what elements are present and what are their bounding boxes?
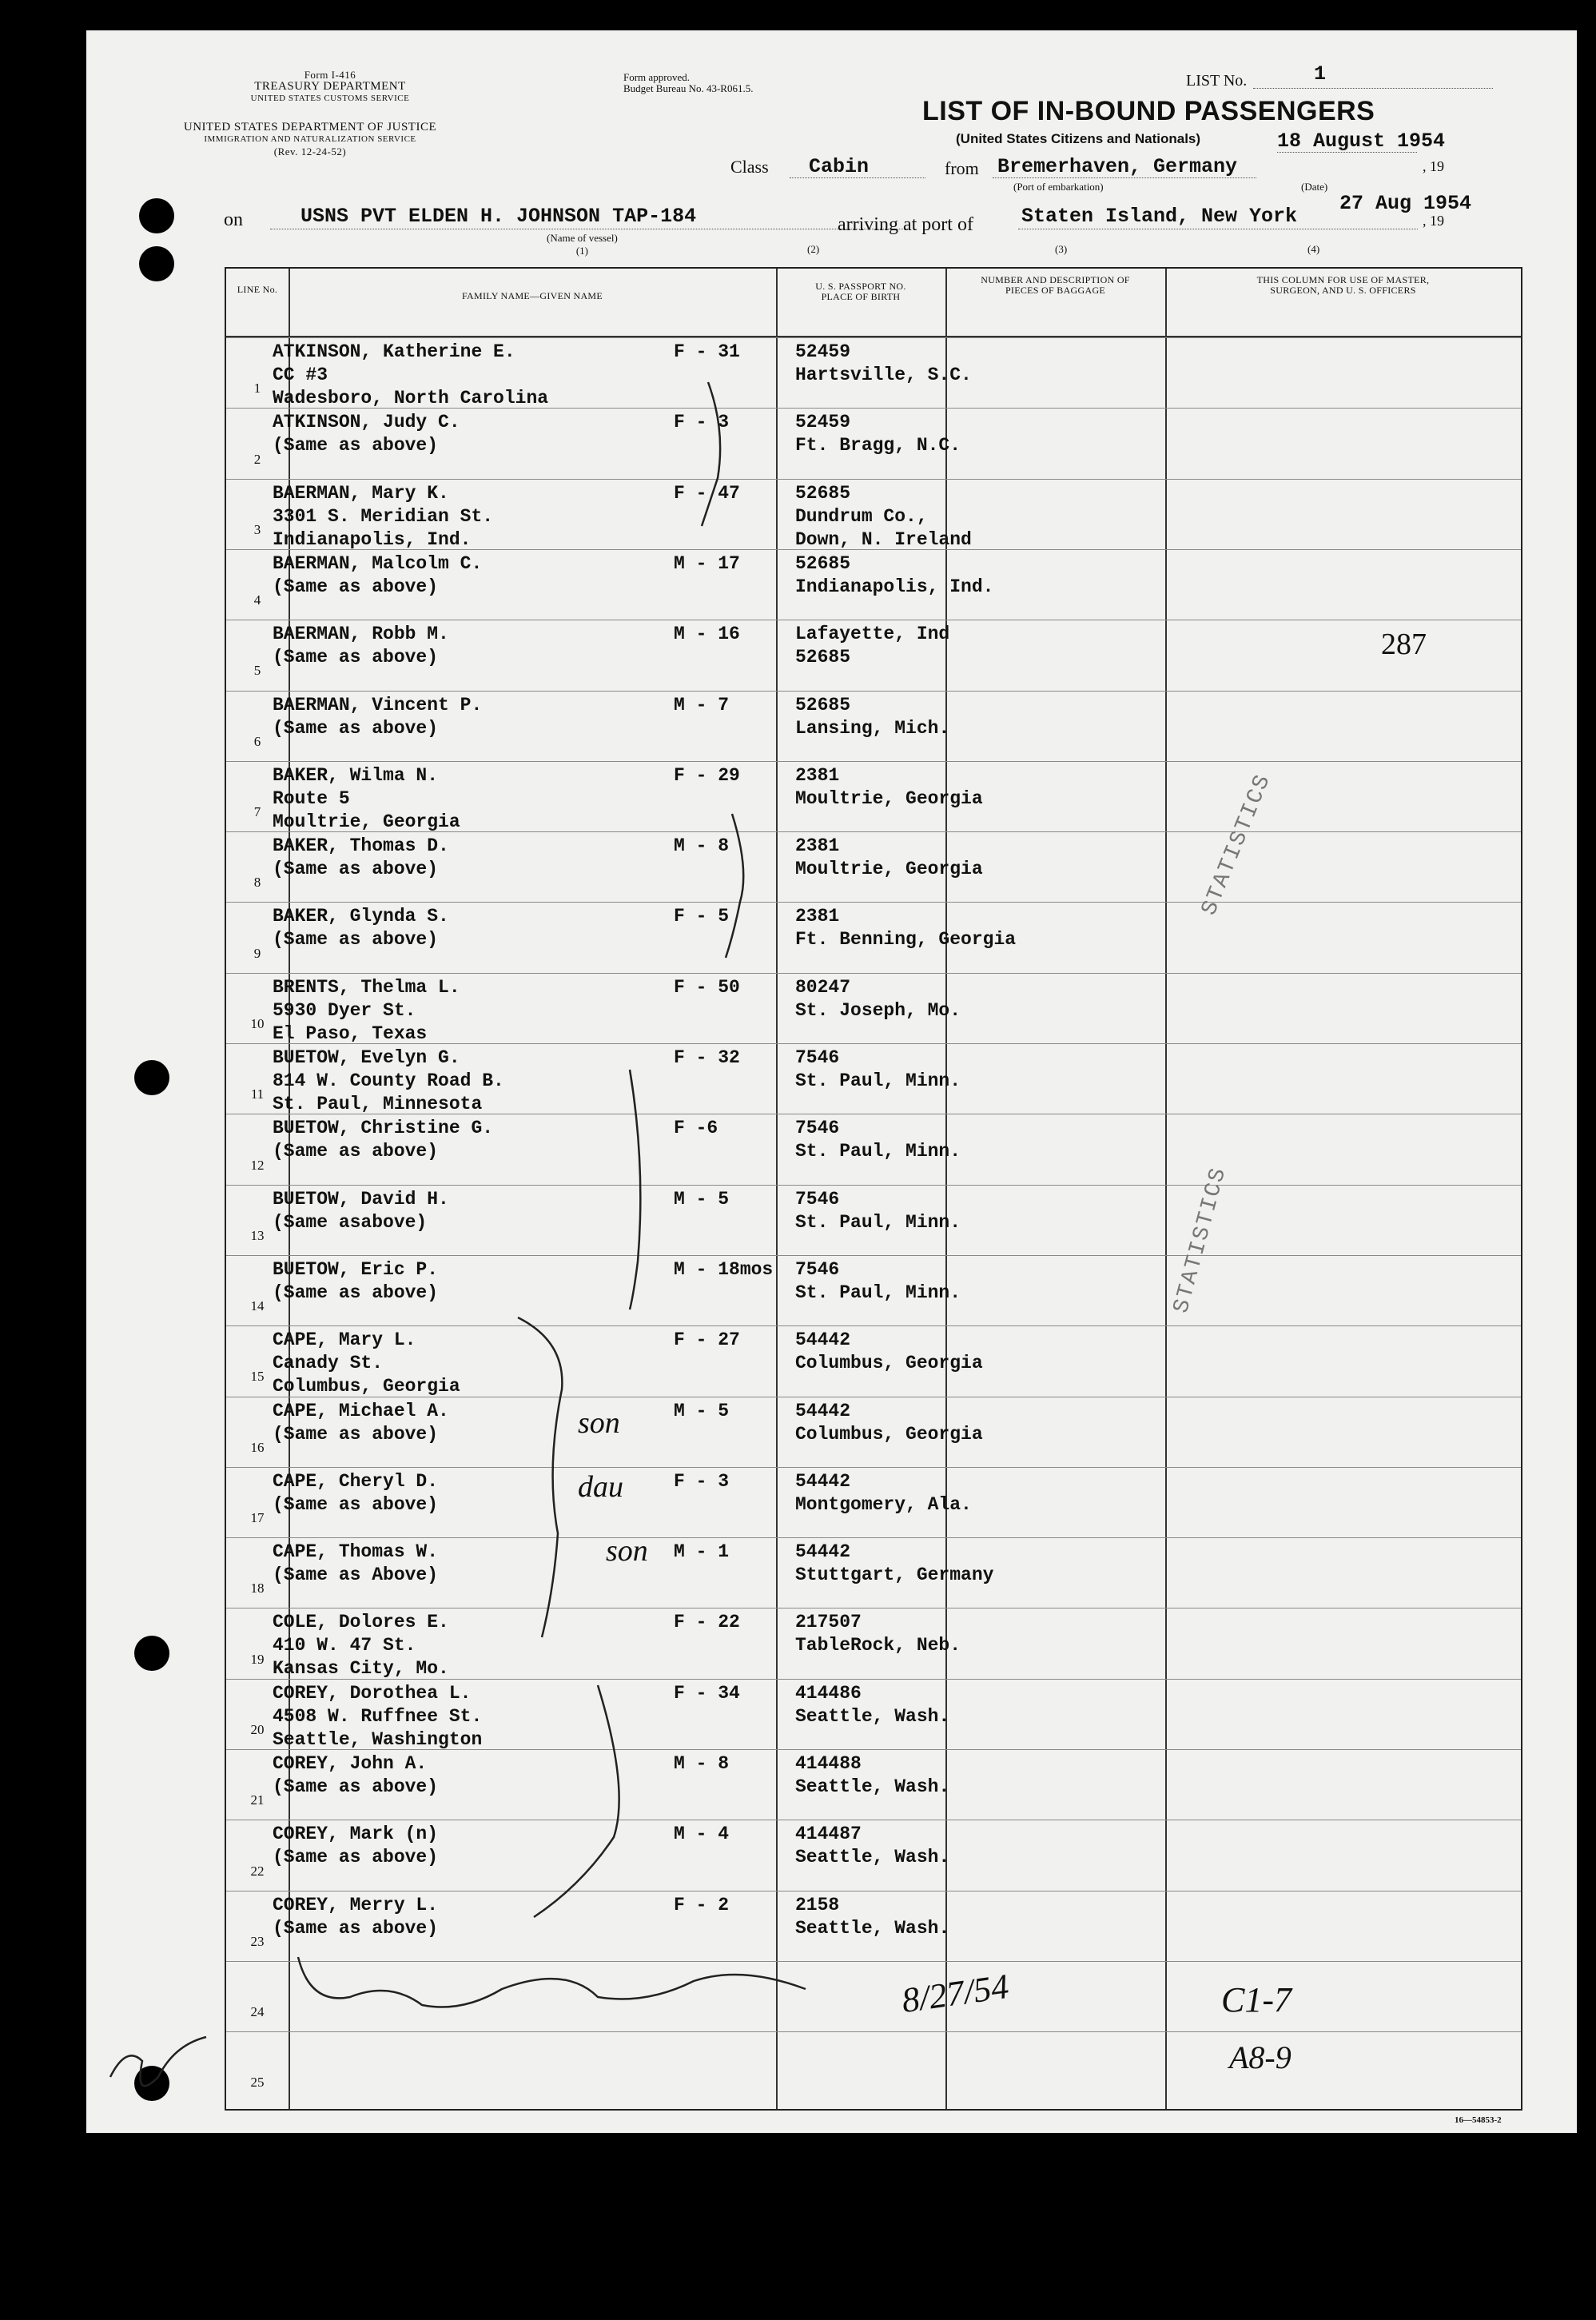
col-num-4: (4) (1307, 243, 1320, 255)
col-baggage: NUMBER AND DESCRIPTION OF PIECES OF BAGGAGE (981, 274, 1130, 296)
passport-line-2: Lansing, Mich. (795, 717, 950, 739)
address-line-1: 814 W. County Road B. (273, 1070, 504, 1091)
passport-line-2: Montgomery, Ala. (795, 1493, 972, 1515)
passport-line-1: 217507 (795, 1612, 862, 1633)
bracket-stroke (726, 814, 743, 958)
passport-line-1: 52685 (795, 694, 851, 716)
line-number: 6 (253, 733, 261, 749)
arrival-date: 27 Aug 1954 (1339, 192, 1472, 215)
passport-line-1: 52685 (795, 482, 851, 504)
address-line-1: (Same as above) (273, 1423, 439, 1445)
address-line-1: (Same as above) (273, 576, 439, 597)
family-given-name: COLE, Dolores E. (273, 1612, 449, 1633)
bracket-stroke (630, 1070, 640, 1309)
passport-line-2: Moultrie, Georgia (795, 787, 983, 809)
line-number: 15 (250, 1369, 265, 1385)
page-subtitle: (United States Citizens and Nationals) (956, 131, 1201, 146)
line-number: 8 (253, 875, 261, 891)
address-line-1: (Same as above) (273, 435, 439, 456)
family-given-name: BUETOW, Christine G. (273, 1118, 494, 1139)
line-number: 2 (253, 451, 261, 467)
line-number: 19 (250, 1651, 265, 1667)
margin-initials (110, 2037, 206, 2086)
handwriting-overlay (86, 30, 1577, 2133)
address-line-1: (Same as above) (273, 1141, 439, 1162)
passport-line-1: 7546 (795, 1188, 840, 1210)
sex-age: F - 3 (674, 412, 730, 433)
footer-code: 16—54853-2 (1455, 2115, 1502, 2125)
passport-line-2: St. Paul, Minn. (795, 1282, 961, 1303)
address-line-2: Kansas City, Mo. (273, 1658, 449, 1680)
sex-age: F - 2 (674, 1894, 730, 1915)
address-line-1: Canady St. (273, 1353, 384, 1374)
passport-line-1: 2381 (795, 835, 840, 857)
family-given-name: BUETOW, Eric P. (273, 1258, 439, 1280)
customs-service: UNITED STATES CUSTOMS SERVICE (250, 94, 410, 103)
passport-line-1: 7546 (795, 1258, 840, 1280)
sex-age: F - 32 (674, 1047, 740, 1068)
sex-age: M - 7 (674, 694, 730, 716)
line-number: 24 (250, 2004, 265, 2020)
signature-date: 8/27/54 (899, 1966, 1012, 2021)
margin-note-son-1: son (578, 1406, 620, 1440)
on-label: on (224, 209, 243, 230)
line-number: 11 (250, 1086, 265, 1102)
family-given-name: BUETOW, David H. (273, 1188, 449, 1210)
class-value: Cabin (809, 155, 870, 178)
line-number: 22 (250, 1863, 265, 1879)
year-suffix-1: , 19 (1423, 158, 1444, 174)
arrival-port: Staten Island, New York (1021, 205, 1298, 228)
arriving-label: arriving at port of (838, 214, 973, 235)
family-given-name: BUETOW, Evelyn G. (273, 1047, 460, 1068)
vessel-name: USNS PVT ELDEN H. JOHNSON TAP-184 (300, 205, 697, 228)
line-number: 17 (250, 1510, 265, 1526)
code-c1-7: C1-7 (1221, 1980, 1292, 2019)
line-number: 7 (253, 804, 261, 820)
col-num-1: (1) (575, 245, 588, 257)
address-line-2: Indianapolis, Ind. (273, 528, 472, 550)
passport-line-2: TableRock, Neb. (795, 1635, 961, 1656)
line-number: 12 (250, 1157, 265, 1173)
family-given-name: CAPE, Mary L. (273, 1329, 416, 1351)
family-given-name: COREY, Dorothea L. (273, 1682, 472, 1704)
passport-line-1: 414486 (795, 1682, 862, 1704)
sex-age: F - 27 (674, 1329, 740, 1351)
passport-line-1: 54442 (795, 1400, 851, 1421)
line-number: 16 (250, 1439, 265, 1455)
col-passport: U. S. PASSPORT NO. PLACE OF BIRTH (815, 281, 906, 302)
passport-line-1: 2381 (795, 764, 840, 786)
line-number: 3 (253, 521, 261, 537)
family-given-name: COREY, John A. (273, 1753, 428, 1774)
address-line-1: Route 5 (273, 787, 350, 809)
family-given-name: COREY, Merry L. (273, 1894, 439, 1915)
passport-line-2: Ft. Benning, Georgia (795, 929, 1017, 951)
address-line-1: (Same asabove) (273, 1211, 428, 1233)
line-number: 10 (250, 1015, 265, 1031)
line-number: 18 (250, 1581, 265, 1596)
passport-line-2: Seattle, Wash. (795, 1776, 950, 1797)
port-of-embarkation: Bremerhaven, Germany (997, 155, 1238, 178)
passport-line-2: Dundrum Co., (795, 505, 928, 527)
passport-line-2: Moultrie, Georgia (795, 859, 983, 880)
sex-age: F - 34 (674, 1682, 740, 1704)
passport-line-2: Columbus, Georgia (795, 1423, 983, 1445)
sex-age: M - 5 (674, 1188, 730, 1210)
year-suffix-2: , 19 (1423, 213, 1444, 229)
passport-line-1: 52459 (795, 412, 851, 433)
justice-dept: UNITED STATES DEPARTMENT OF JUSTICE (183, 121, 437, 134)
passport-line-1: 80247 (795, 976, 851, 998)
col-num-2: (2) (807, 243, 820, 255)
sex-age: M - 17 (674, 552, 740, 574)
passport-line-2: St. Paul, Minn. (795, 1211, 961, 1233)
manifest-sheet (86, 30, 1577, 2133)
sex-age: M - 18mos (674, 1258, 774, 1280)
sex-age: M - 1 (674, 1541, 730, 1563)
address-line-2: St. Paul, Minnesota (273, 1094, 483, 1114)
address-line-1: (Same as above) (273, 859, 439, 880)
family-given-name: BAERMAN, Robb M. (273, 624, 449, 645)
bracket-stroke (534, 1685, 619, 1917)
family-given-name: BAKER, Wilma N. (273, 764, 439, 786)
address-line-1: 410 W. 47 St. (273, 1635, 416, 1656)
line-number: 23 (250, 1933, 265, 1949)
sex-age: M - 8 (674, 1753, 730, 1774)
address-line-1: (Same as above) (273, 1847, 439, 1868)
bracket-stroke (518, 1317, 562, 1637)
address-line-2: Wadesboro, North Carolina (273, 388, 549, 409)
sex-age: F - 29 (674, 764, 740, 786)
passport-line-1: 52685 (795, 552, 851, 574)
address-line-1: 5930 Dyer St. (273, 999, 416, 1021)
passport-line-1: 52459 (795, 341, 851, 362)
family-given-name: CAPE, Thomas W. (273, 1541, 439, 1563)
col-officers: THIS COLUMN FOR USE OF MASTER, SURGEON, AND U. S. OFFICERS (1256, 274, 1430, 296)
address-line-1: 3301 S. Meridian St. (273, 505, 494, 527)
passport-line-2: 52685 (795, 647, 851, 668)
address-line-1: (Same as above) (273, 929, 439, 951)
family-given-name: BRENTS, Thelma L. (273, 976, 460, 998)
sex-age: F - 47 (674, 482, 740, 504)
sex-age: F - 50 (674, 976, 740, 998)
sex-age: F -6 (674, 1118, 718, 1139)
statistics-stamp-1: STATISTICS (1197, 770, 1277, 919)
passport-line-1: 7546 (795, 1118, 840, 1139)
form-approved: Form approved. (623, 71, 691, 83)
form-number: Form I-416 (304, 69, 356, 81)
passport-line-2: St. Paul, Minn. (795, 1070, 961, 1091)
address-line-1: (Same as above) (273, 1917, 439, 1939)
address-line-1: (Same as Above) (273, 1565, 439, 1586)
family-given-name: BAKER, Thomas D. (273, 835, 449, 857)
family-given-name: CAPE, Michael A. (273, 1400, 449, 1421)
vessel-caption-text: (Name of vessel) (547, 232, 618, 244)
line-number: 14 (250, 1298, 265, 1314)
margin-note-son-2: son (606, 1534, 648, 1568)
budget-bureau: Budget Bureau No. 43-R061.5. (623, 82, 754, 94)
form-revision: (Rev. 12-24-52) (273, 145, 347, 157)
from-label: from (945, 158, 979, 178)
line-number: 25 (250, 2075, 265, 2091)
bracket-stroke (702, 382, 720, 526)
passport-line-1: 7546 (795, 1047, 840, 1068)
date-caption: (Date) (1301, 181, 1328, 193)
page-title: LIST OF IN-BOUND PASSENGERS (922, 96, 1375, 126)
sex-age: F - 3 (674, 1470, 730, 1492)
list-no-label: LIST No. (1186, 72, 1248, 90)
sex-age: F - 22 (674, 1612, 740, 1633)
sex-age: F - 5 (674, 906, 730, 927)
treasury-dept: TREASURY DEPARTMENT (254, 80, 406, 93)
statistics-stamp-2: STATISTICS (1169, 1164, 1232, 1317)
family-given-name: BAERMAN, Mary K. (273, 482, 449, 504)
address-line-2: Seattle, Washington (273, 1728, 483, 1750)
passport-line-2: Indianapolis, Ind. (795, 576, 994, 597)
line-number: 5 (253, 663, 261, 679)
family-given-name: COREY, Mark (n) (273, 1824, 439, 1845)
passport-line-2: St. Paul, Minn. (795, 1141, 961, 1162)
address-line-1: CC #3 (273, 365, 328, 385)
passport-line-1: 54442 (795, 1470, 851, 1492)
line-number: 13 (250, 1227, 265, 1243)
sex-age: M - 16 (674, 624, 740, 645)
line-number: 21 (250, 1792, 265, 1808)
list-no-value: 1 (1314, 62, 1327, 86)
passport-line-1: 54442 (795, 1329, 851, 1351)
passenger-count: 287 (1381, 628, 1427, 661)
address-line-1: (Same as above) (273, 1282, 439, 1303)
embark-date: 18 August 1954 (1277, 130, 1446, 153)
ins-service: IMMIGRATION AND NATURALIZATION SERVICE (204, 134, 416, 144)
line-number: 1 (253, 381, 261, 397)
address-line-1: (Same as above) (273, 1493, 439, 1515)
code-a8-9: A8-9 (1229, 2039, 1292, 2075)
address-line-2: Moultrie, Georgia (273, 811, 460, 832)
passport-line-2: Columbus, Georgia (795, 1353, 983, 1374)
passport-line-2: Seattle, Wash. (795, 1705, 950, 1727)
sex-age: M - 5 (674, 1400, 730, 1421)
passport-line-1: Lafayette, Ind (795, 624, 950, 645)
passport-line-1: 414488 (795, 1753, 862, 1774)
passport-line-2: Seattle, Wash. (795, 1917, 950, 1939)
family-given-name: BAERMAN, Vincent P. (273, 694, 483, 716)
passport-line-1: 2158 (795, 1894, 840, 1915)
sex-age: M - 4 (674, 1824, 730, 1845)
line-number: 4 (253, 592, 261, 608)
class-label: Class (730, 157, 769, 177)
passport-line-2: St. Joseph, Mo. (795, 999, 961, 1021)
address-line-1: (Same as above) (273, 717, 439, 739)
address-line-1: (Same as above) (273, 647, 439, 668)
passport-line-1: 414487 (795, 1824, 862, 1845)
passport-line-2: Hartsville, S.C. (795, 365, 972, 385)
pen-strokes (110, 382, 806, 2086)
col-name: FAMILY NAME—GIVEN NAME (461, 290, 603, 301)
margin-note-dau: dau (578, 1470, 623, 1504)
family-given-name: ATKINSON, Katherine E. (273, 341, 515, 362)
address-line-1: 4508 W. Ruffnee St. (273, 1705, 483, 1727)
sex-age: F - 31 (674, 341, 740, 362)
family-given-name: BAKER, Glynda S. (273, 906, 449, 927)
passport-line-1: 2381 (795, 906, 840, 927)
address-line-2: Columbus, Georgia (273, 1376, 460, 1397)
family-given-name: BAERMAN, Malcolm C. (273, 552, 483, 574)
passport-line-3: Down, N. Ireland (795, 528, 972, 550)
port-caption: (Port of embarkation) (1013, 181, 1104, 193)
line-number: 9 (253, 945, 261, 961)
sex-age: M - 8 (674, 835, 730, 857)
col-line-no: LINE No. (237, 284, 278, 295)
line-number: 20 (250, 1721, 265, 1737)
address-line-1: (Same as above) (273, 1776, 439, 1797)
family-given-name: CAPE, Cheryl D. (273, 1470, 439, 1492)
passport-line-1: 54442 (795, 1541, 851, 1563)
passport-line-2: Ft. Bragg, N.C. (795, 435, 961, 456)
passport-line-2: Stuttgart, Germany (795, 1565, 994, 1586)
signature-stroke (298, 1957, 806, 2007)
col-num-3: (3) (1055, 243, 1068, 255)
address-line-2: El Paso, Texas (273, 1022, 428, 1044)
passport-line-2: Seattle, Wash. (795, 1847, 950, 1868)
family-given-name: ATKINSON, Judy C. (273, 412, 460, 433)
